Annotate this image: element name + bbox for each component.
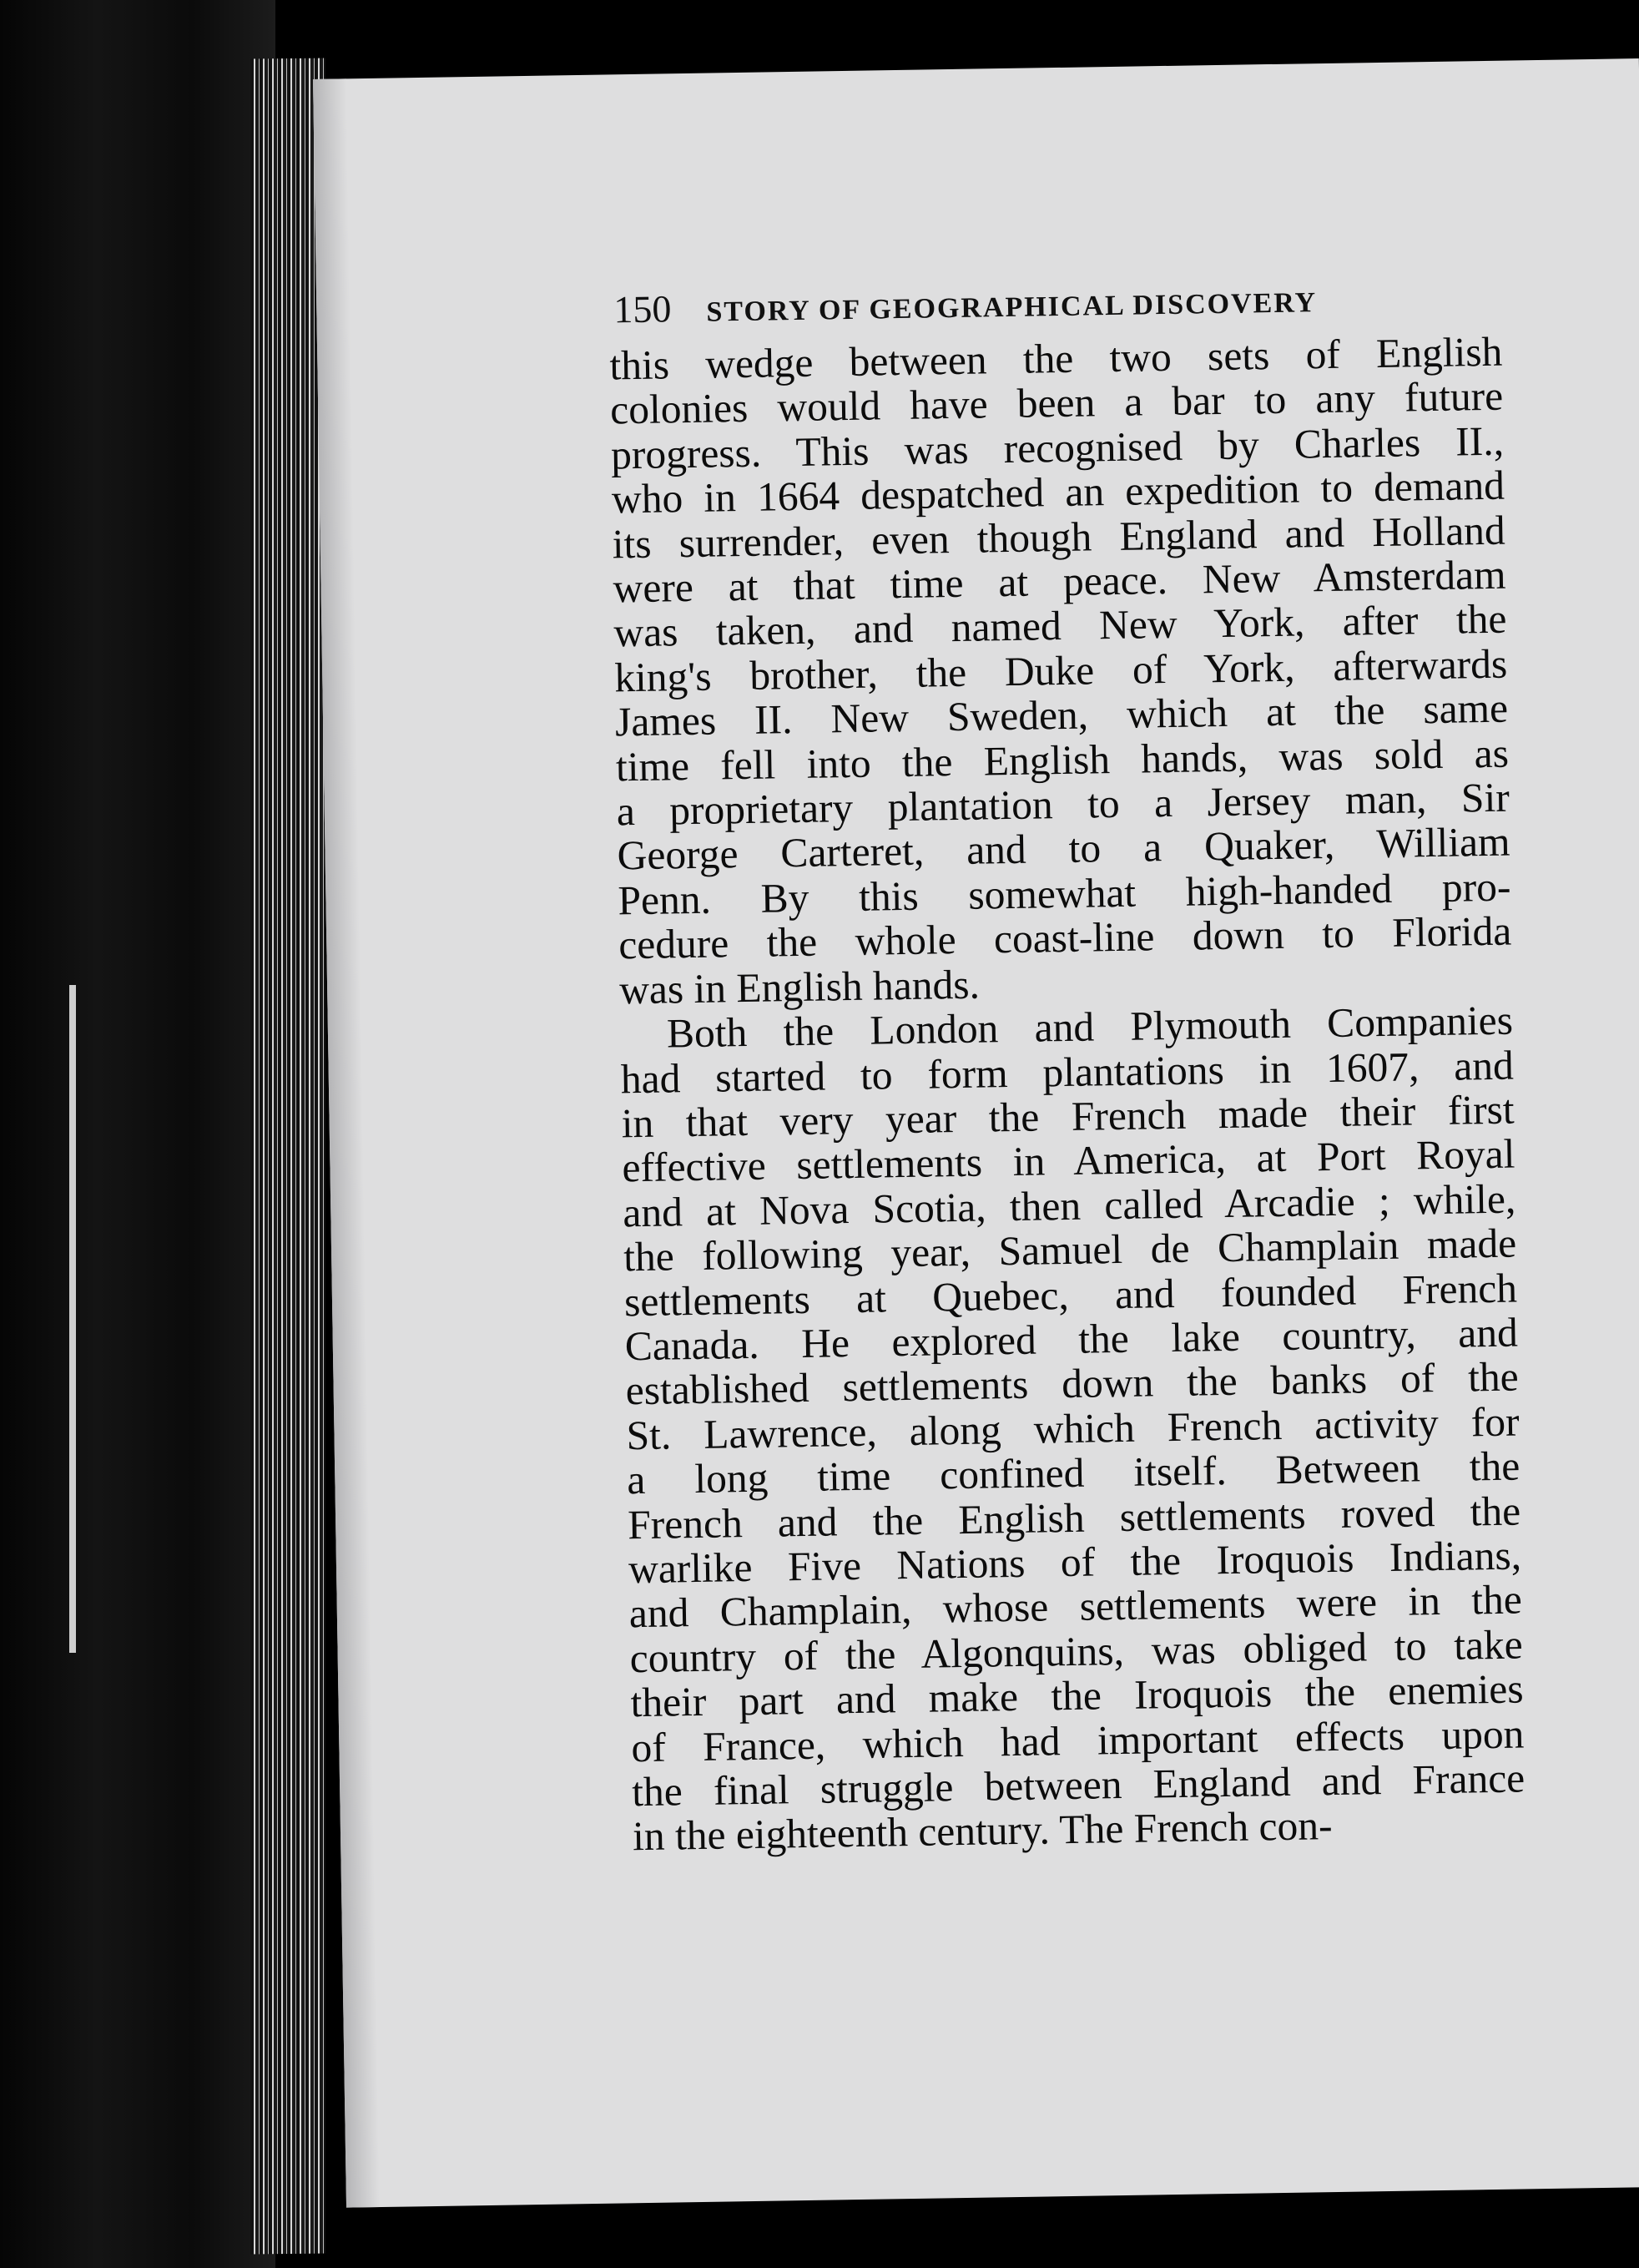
text-line: Penn. By this somewhat high-handed pro-	[618, 863, 1511, 924]
text-line: who in 1664 despatched an expedition to demand	[611, 462, 1505, 523]
page-edges	[250, 58, 325, 2255]
binding-highlight	[69, 985, 76, 1653]
text-line: a proprietary plantation to a Jersey man, Sir	[616, 774, 1510, 835]
page-header	[613, 274, 1465, 331]
text-line: in that very year the French made their first	[621, 1086, 1515, 1147]
paragraph-2	[620, 998, 1526, 1859]
text-line: a long time confined itself. Between the	[626, 1442, 1520, 1503]
text-line: in the eighteenth century. The French con-	[632, 1802, 1333, 1860]
text-line: Both the London and Plymouth Companies	[666, 997, 1514, 1057]
book-binding	[0, 0, 275, 2268]
text-line: and at Nova Scotia, then called Arcadie ; while,	[622, 1175, 1516, 1236]
text-line: George Carteret, and to a Quaker, William	[617, 819, 1510, 879]
text-line: time fell into the English hands, was sold as	[615, 730, 1510, 791]
text-line: its surrender, even though England and Holland	[612, 507, 1506, 568]
text-line: Canada. He explored the lake country, and	[624, 1309, 1519, 1370]
text-line: was taken, and named New York, after the	[613, 596, 1507, 656]
text-line: progress. This was recognised by Charles II.,	[610, 417, 1505, 478]
text-line: established settlements down the banks of the	[625, 1353, 1520, 1414]
text-line: cedure the whole coast-line down to Florida	[618, 907, 1512, 968]
text-line: James II. New Sweden, which at the same	[614, 684, 1509, 745]
text-line: country of the Algonquins, was obliged to take	[629, 1621, 1524, 1682]
text-line: French and the English settlements roved the	[627, 1488, 1521, 1548]
book-page	[313, 58, 1639, 2208]
text-line: their part and make the Iroquois the enemies	[630, 1665, 1524, 1726]
text-line: of France, which had important effects upon	[631, 1710, 1525, 1770]
body-text	[609, 330, 1526, 1859]
text-line: king's brother, the Duke of York, afterwards	[613, 640, 1508, 701]
text-line: this wedge between the two sets of English	[608, 328, 1503, 389]
text-line: effective settlements in America, at Port Royal	[622, 1130, 1515, 1191]
text-line: warlike Five Nations of the Iroquois Indians,	[628, 1532, 1522, 1593]
text-line: was in English hands.	[618, 961, 981, 1013]
paragraph-1	[609, 330, 1512, 1013]
text-line: colonies would have been a bar to any future	[609, 373, 1504, 433]
text-line: settlements at Quebec, and founded French	[623, 1265, 1518, 1325]
text-line: St. Lawrence, along which French activity for	[626, 1398, 1520, 1459]
text-line: the following year, Samuel de Champlain made	[623, 1220, 1517, 1280]
text-line: and Champlain, whose settlements were in the	[628, 1576, 1523, 1637]
text-line: had started to form plantations in 1607, and	[620, 1042, 1515, 1102]
page-number: 150	[613, 287, 672, 331]
running-head: STORY OF GEOGRAPHICAL DISCOVERY	[706, 287, 1318, 328]
text-line: the final struggle between England and France	[631, 1755, 1526, 1816]
text-line: were at that time at peace. New Amsterdam	[613, 551, 1506, 612]
